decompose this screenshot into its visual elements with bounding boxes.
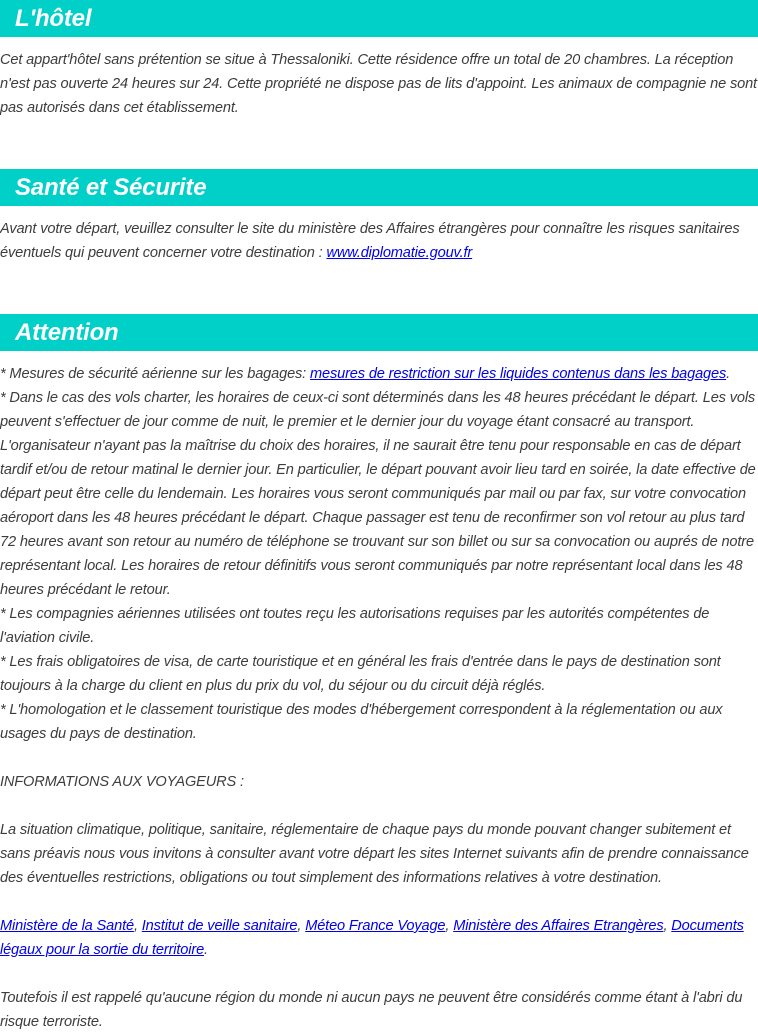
bullet-homologation: * L'homologation et le classement touristique des modes d'hébergement correspondent à la réglementation ou aux usages du pays de destination. — [0, 702, 723, 742]
bullet-charter: * Dans le cas des vols charter, les horaires de ceux-ci sont déterminés dans les 48 heures précédant le départ. Les vols peuvent s'effectuer de jour comme de nuit, le premier et le dernier jour du voyage étant consacré au transport. L'organisateur n'ayant pas la maîtrise du choix des horaires, il ne saurait être tenu pour responsable en cas de départ tardif et/ou de retour matinal le dernier jour. En particulier, le départ pouvant avoir lieu tard en soirée, la date effective de départ peut être celle du lendemain. Les horaires vous seront communiqués par mail ou par fax, sur votre convocation aéroport dans les 48 heures précédant le départ. Chaque passager est tenu de reconfirmer son vol retour au plus tard 72 heures avant son retour au numéro de téléphone se trouvant sur son billet ou sur sa convocation ou auprés de notre représentant local. Les horaires de retour définitifs vous seront communiqués par notre représentant local dans les 48 heures précédant le retour. — [0, 390, 756, 598]
hotel-section-header — [0, 0, 758, 37]
link-separator: , — [663, 918, 672, 934]
hotel-section-title: L'hôtel — [15, 5, 92, 32]
attention-content — [0, 362, 758, 1034]
sante-description — [0, 217, 758, 265]
attention-section-title: Attention — [15, 319, 119, 346]
affaires-etrangeres-link[interactable]: Ministère des Affaires Etrangères — [453, 918, 664, 934]
sante-section-title: Santé et Sécurite — [15, 174, 207, 201]
meteo-france-link[interactable]: Méteo France Voyage — [305, 918, 446, 934]
link-separator: , — [445, 918, 454, 934]
sante-section-header — [0, 169, 758, 206]
liquides-restriction-link[interactable]: mesures de restriction sur les liquides contenus dans les bagages — [310, 366, 727, 382]
bullet-compagnies: * Les compagnies aériennes utilisées ont toutes reçu les autorisations requises par les autorités compétentes de l'aviation civile. — [0, 606, 710, 646]
sante-text: Avant votre départ, veuillez consulter le site du ministère des Affaires étrangères pour connaître les risques sanitaires éventuels qui peuvent concerner votre destination : — [0, 221, 740, 261]
bullet-securite-end: . — [726, 366, 731, 382]
ministere-sante-link[interactable]: Ministère de la Santé — [0, 918, 134, 934]
link-separator: , — [297, 918, 306, 934]
diplomatie-link[interactable]: www.diplomatie.gouv.fr — [326, 245, 473, 261]
link-end: . — [204, 942, 208, 958]
terrorisme-text: Toutefois il est rappelé qu'aucune région du monde ni aucun pays ne peuvent être considérés comme étant à l'abri du risque terroriste. — [0, 990, 743, 1030]
info-links — [0, 914, 758, 962]
bullet-securite — [0, 362, 758, 386]
institut-veille-link[interactable]: Institut de veille sanitaire — [141, 918, 298, 934]
documents-legaux-link[interactable]: Documents légaux pour la sortie du territoire — [0, 918, 744, 958]
info-voyageurs-heading: INFORMATIONS AUX VOYAGEURS : — [0, 774, 244, 790]
attention-section-header — [0, 314, 758, 351]
bullet-frais: * Les frais obligatoires de visa, de carte touristique et en général les frais d'entrée dans le pays de destination sont toujours à la charge du client en plus du prix du vol, du séjour ou du circuit déjà réglés. — [0, 654, 721, 694]
bullet-securite-text: * Mesures de sécurité aérienne sur les bagages: — [0, 366, 310, 382]
info-voyageurs-text: La situation climatique, politique, sanitaire, réglementaire de chaque pays du monde pouvant changer subitement et sans préavis nous vous invitons à consulter avant votre départ les sites Internet suivants afin de prendre connaissance des éventuelles restrictions, obligations ou tout simplement des informations relatives à votre destination. — [0, 822, 749, 886]
link-separator: , — [133, 918, 142, 934]
hotel-description: Cet appart'hôtel sans prétention se situe à Thessaloniki. Cette résidence offre un total de 20 chambres. La réception n'est pas ouverte 24 heures sur 24. Cette propriété ne dispose pas de lits d'appoint. Les animaux de compagnie ne sont pas autorisés dans cet établissement. — [0, 52, 757, 116]
